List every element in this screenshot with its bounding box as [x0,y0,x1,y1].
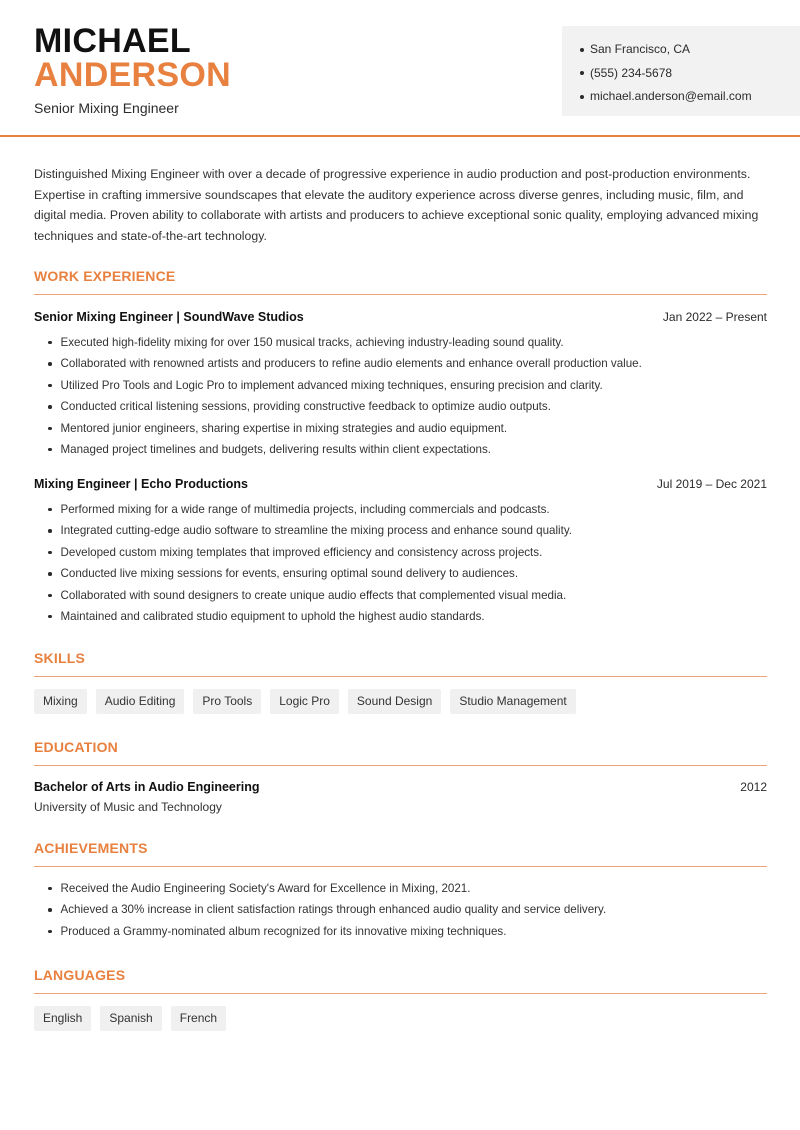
section-divider [34,765,767,766]
section-divider [34,993,767,994]
language-tag: English [34,1006,91,1031]
section-title-skills: SKILLS [34,650,85,666]
job-title: Senior Mixing Engineer [34,100,179,116]
list-item [34,375,767,396]
list-item [34,499,767,520]
job-dates: Jul 2019 – Dec 2021 [656,477,767,491]
skill-tag: Studio Management [450,689,575,714]
job-role: Mixing Engineer | Echo Productions [34,477,248,491]
job-dates: Jan 2022 – Present [662,310,767,324]
graduation-year: 2012 [740,780,767,794]
language-tag: French [171,1006,226,1031]
bullet-text: Conducted critical listening sessions, providing constructive feedback to optimize audio outputs. [60,400,551,414]
bullet-text: Received the Audio Engineering Society's Award for Excellence in Mixing, 2021. [60,882,471,895]
bullet-text: Collaborated with sound designers to create unique audio effects that complemented visual media. [60,588,567,602]
section-divider [34,866,767,867]
contact-phone-text: (555) 234-5678 [590,65,673,80]
job-role: Senior Mixing Engineer | SoundWave Studios [34,310,304,324]
bullet-text: Executed high-fidelity mixing for over 150 musical tracks, achieving industry-leading sound quality. [60,336,564,349]
bullet-icon [48,448,52,452]
bullet-icon [48,405,52,409]
bullet-icon [48,594,52,598]
bullet-text: Conducted live mixing sessions for events, ensuring optimal sound delivery to audiences. [60,567,519,581]
school-name: University of Music and Technology [34,800,222,814]
bullet-icon [48,341,52,345]
list-item [34,353,767,374]
list-item [34,921,767,942]
bullet-icon [48,572,52,576]
section-divider [34,294,767,295]
section-title-achievements: ACHIEVEMENTS [34,840,148,856]
list-item [34,585,767,606]
bullet-icon [48,908,52,912]
job-bullets [34,499,767,627]
bullet-text: Mentored junior engineers, sharing expertise in mixing strategies and audio equipment. [60,421,508,435]
contact-box [562,26,800,116]
bullet-icon [48,930,52,934]
bullet-icon [48,384,52,388]
contact-email-text[interactable]: michael.anderson@email.com [590,89,752,103]
last-name: ANDERSON [34,56,231,94]
bullet-icon [580,71,584,75]
skill-tag: Pro Tools [193,689,261,714]
section-title-languages: LANGUAGES [34,967,126,983]
first-name: MICHAEL [34,22,191,60]
list-item [34,520,767,541]
contact-phone [580,62,800,86]
bullet-text: Achieved a 30% increase in client satisfaction ratings through enhanced audio quality and service delivery. [60,903,607,917]
job-header [34,477,767,491]
job-header [34,310,767,324]
bullet-icon [48,362,52,366]
section-title-education: EDUCATION [34,739,118,755]
bullet-text: Produced a Grammy-nominated album recognized for its innovative mixing techniques. [60,924,507,938]
list-item [34,418,767,439]
language-tag: Spanish [100,1006,161,1031]
achievement-bullets [34,878,767,942]
list-item [34,332,767,353]
list-item [34,439,767,460]
language-tags [34,1006,226,1031]
list-item [34,606,767,627]
list-item [34,542,767,563]
job-bullets [34,332,767,460]
skill-tag: Sound Design [348,689,441,714]
bullet-text: Utilized Pro Tools and Logic Pro to implement advanced mixing techniques, ensuring precision and clarity. [60,378,603,392]
skill-tag: Logic Pro [270,689,339,714]
skill-tag: Mixing [34,689,87,714]
list-item [34,878,767,899]
bullet-text: Integrated cutting-edge audio software to streamline the mixing process and enhance sound quality. [60,524,573,538]
degree: Bachelor of Arts in Audio Engineering [34,780,260,794]
section-divider [34,676,767,677]
resume-header [0,0,800,137]
section-title-work: WORK EXPERIENCE [34,268,176,284]
skill-tag: Audio Editing [96,689,185,714]
contact-location-text: San Francisco, CA [590,42,691,56]
list-item [34,899,767,920]
list-item [34,396,767,417]
skills-tags [34,689,576,714]
bullet-text: Managed project timelines and budgets, delivering results within client expectations. [60,443,491,457]
bullet-text: Collaborated with renowned artists and producers to refine audio elements and enhance overall production value. [60,357,642,371]
bullet-icon [580,48,584,52]
bullet-icon [580,95,584,99]
bullet-icon [48,887,52,891]
contact-location [580,38,800,62]
bullet-icon [48,615,52,619]
professional-summary: Distinguished Mixing Engineer with over a decade of progressive experience in audio production and post-production environments. Expertise in crafting immersive soundscapes that elevate the auditory experience across diverse genres, including music, film, and digital media. Proven ability to collaborate with artists and producers to achieve exceptional sonic quality, employing advanced mixing techniques and state-of-the-art technology. [34,167,759,244]
bullet-text: Performed mixing for a wide range of multimedia projects, including commercials and podcasts. [60,503,550,516]
bullet-text: Maintained and calibrated studio equipment to uphold the highest audio standards. [60,610,485,624]
bullet-text: Developed custom mixing templates that improved efficiency and consistency across projects. [60,545,543,559]
bullet-icon [48,508,52,512]
bullet-icon [48,551,52,555]
contact-email[interactable] [580,85,800,109]
bullet-icon [48,427,52,431]
list-item [34,563,767,584]
education-header [34,780,767,794]
bullet-icon [48,529,52,533]
